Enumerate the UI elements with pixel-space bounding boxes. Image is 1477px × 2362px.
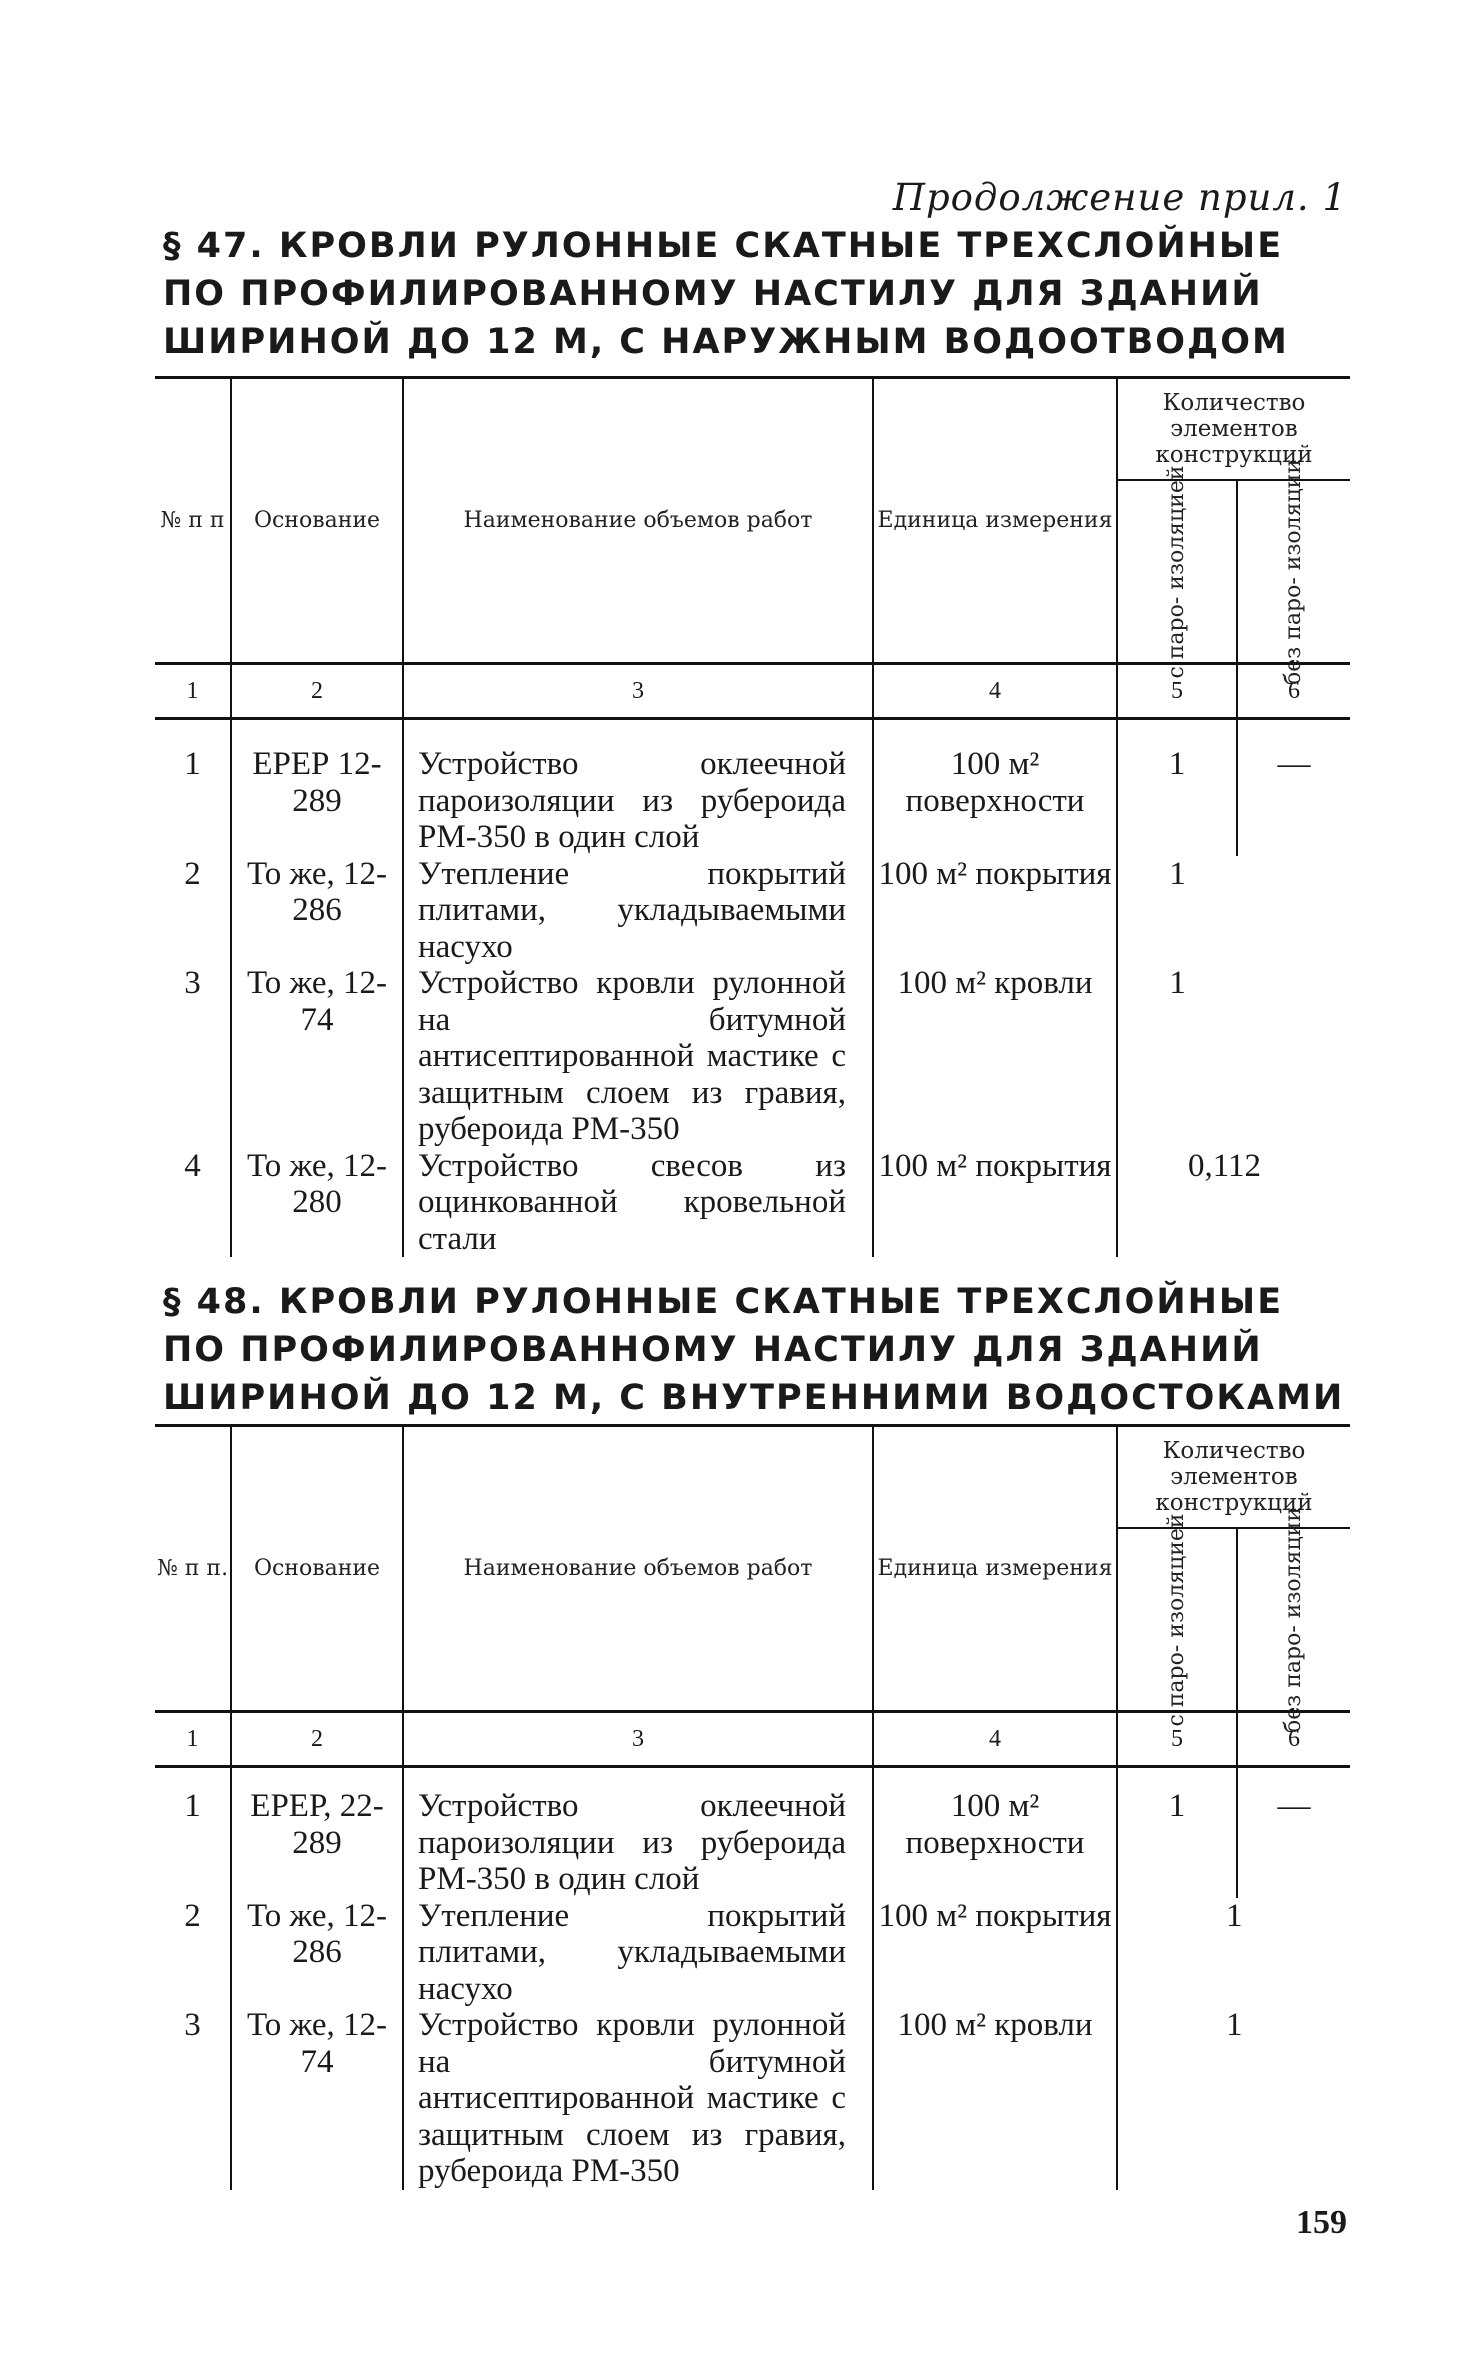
section-title-line: § 48. КРОВЛИ РУЛОННЫЕ СКАТНЫЕ ТРЕХСЛОЙНЫЕ (163, 1282, 1284, 1322)
section-title-line: § 47. КРОВЛИ РУЛОННЫЕ СКАТНЫЕ ТРЕХСЛОЙНЫЕ (163, 226, 1284, 266)
header-unit: Единица измерения (873, 1426, 1117, 1712)
row-unit: 100 м² покрытия (873, 1148, 1117, 1258)
header-count: Количество элементов конструкций (1117, 378, 1350, 481)
col-number: 5 (1117, 1712, 1237, 1767)
col-number: 5 (1117, 664, 1237, 719)
header-num: № п п. (155, 1426, 231, 1712)
row-unit: 100 м² кровли (873, 2007, 1117, 2190)
section-47-title (163, 222, 1289, 366)
row-without-vapor (1237, 856, 1350, 966)
table-row (155, 2007, 1350, 2190)
section-48-table (155, 1424, 1350, 2190)
section-title-line: ПО ПРОФИЛИРОВАННОМУ НАСТИЛУ ДЛЯ ЗДАНИЙ (163, 274, 1263, 314)
col-number: 4 (873, 1712, 1117, 1767)
section-title-line: ШИРИНОЙ ДО 12 М, С ВНУТРЕННИМИ ВОДОСТОКАМИ (163, 1378, 1345, 1418)
row-num: 2 (184, 1897, 201, 1934)
header-unit: Единица измерения (873, 378, 1117, 664)
col-number: 3 (403, 1712, 873, 1767)
col-number: 6 (1237, 664, 1350, 719)
table-row (155, 1148, 1350, 1258)
col-number: 2 (231, 1712, 403, 1767)
col-number: 4 (873, 664, 1117, 719)
section-title-line: ШИРИНОЙ ДО 12 М, С НАРУЖНЫМ ВОДООТВОДОМ (163, 322, 1289, 362)
row-with-vapor: 1 (1117, 1898, 1350, 2008)
col-number: 2 (231, 664, 403, 719)
row-with-vapor: 1 (1117, 2007, 1350, 2190)
row-unit: 100 м² кровли (873, 965, 1117, 1148)
row-num: 3 (184, 965, 201, 1001)
section-47-table (155, 376, 1350, 1257)
row-name: Устройство оклеечной пароизоляции из рубероида РМ-350 в один слой (403, 719, 873, 856)
row-with-vapor: 1 (1117, 965, 1237, 1148)
row-num: 4 (184, 1147, 201, 1184)
row-with-vapor: 1 (1117, 719, 1237, 856)
row-name: Утепление покрытий плитами, укладываемыми насухо (403, 1898, 873, 2008)
table-row (155, 1898, 1350, 2008)
row-unit: 100 м² покрытия (873, 1898, 1117, 2008)
row-without-vapor: — (1237, 719, 1350, 856)
row-base: То же, 12-74 (231, 965, 403, 1148)
row-name: Утепление покрытий плитами, укладываемыми насухо (403, 856, 873, 966)
row-without-vapor (1237, 965, 1350, 1148)
page-number: 159 (1296, 2204, 1347, 2241)
header-name: Наименование объемов работ (403, 378, 873, 664)
row-num: 1 (155, 1767, 231, 1898)
table-row (155, 965, 1350, 1148)
header-count: Количество элементов конструкций (1117, 1426, 1350, 1529)
row-base: То же, 12-286 (231, 1898, 403, 2008)
table-row (155, 719, 1350, 856)
table-row (155, 856, 1350, 966)
continuation-note: Продолжение прил. 1 (892, 176, 1347, 219)
section-48-title (163, 1278, 1344, 1422)
row-unit: 100 м² поверхности (873, 1767, 1117, 1898)
row-base: То же, 12-74 (231, 2007, 403, 2190)
row-base: То же, 12-280 (231, 1148, 403, 1258)
header-with-vapor: с паро- изоляцией (1117, 480, 1237, 664)
row-with-vapor: 1 (1117, 1767, 1237, 1898)
col-number: 6 (1237, 1712, 1350, 1767)
header-without-vapor: без паро- изоляции (1237, 480, 1350, 664)
row-base: То же, 12-286 (231, 856, 403, 966)
row-name: Устройство кровли рулонной на битумной антисептированной мастике с защитным слоем из гравия, рубероида РМ-350 (403, 965, 873, 1148)
header-name: Наименование объемов работ (403, 1426, 873, 1712)
row-with-vapor: 0,112 (1117, 1148, 1350, 1258)
row-name: Устройство оклеечной пароизоляции из рубероида РМ-350 в один слой (403, 1767, 873, 1898)
section-title-line: ПО ПРОФИЛИРОВАННОМУ НАСТИЛУ ДЛЯ ЗДАНИЙ (163, 1330, 1263, 1370)
header-num: № п п (155, 378, 231, 664)
header-without-vapor: без паро- изоляции (1237, 1528, 1350, 1712)
row-base: ЕРЕР, 22-289 (231, 1767, 403, 1898)
row-without-vapor: — (1237, 1767, 1350, 1898)
header-with-vapor: с паро- изоляцией (1117, 1528, 1237, 1712)
header-base: Основание (231, 378, 403, 664)
col-number: 3 (403, 664, 873, 719)
row-num: 1 (155, 719, 231, 856)
row-unit: 100 м² поверхности (873, 719, 1117, 856)
row-num: 2 (184, 855, 201, 892)
col-number: 1 (155, 1712, 231, 1767)
row-name: Устройство кровли рулонной на битумной антисептированной мастике с защитным слоем из гравия, рубероида РМ-350 (403, 2007, 873, 2190)
header-base: Основание (231, 1426, 403, 1712)
row-with-vapor: 1 (1117, 856, 1237, 966)
col-number: 1 (155, 664, 231, 719)
row-name: Устройство свесов из оцинкованной кровельной стали (403, 1148, 873, 1258)
table-row (155, 1767, 1350, 1898)
row-base: ЕРЕР 12-289 (231, 719, 403, 856)
row-num: 3 (184, 2007, 201, 2043)
row-unit: 100 м² покрытия (873, 856, 1117, 966)
